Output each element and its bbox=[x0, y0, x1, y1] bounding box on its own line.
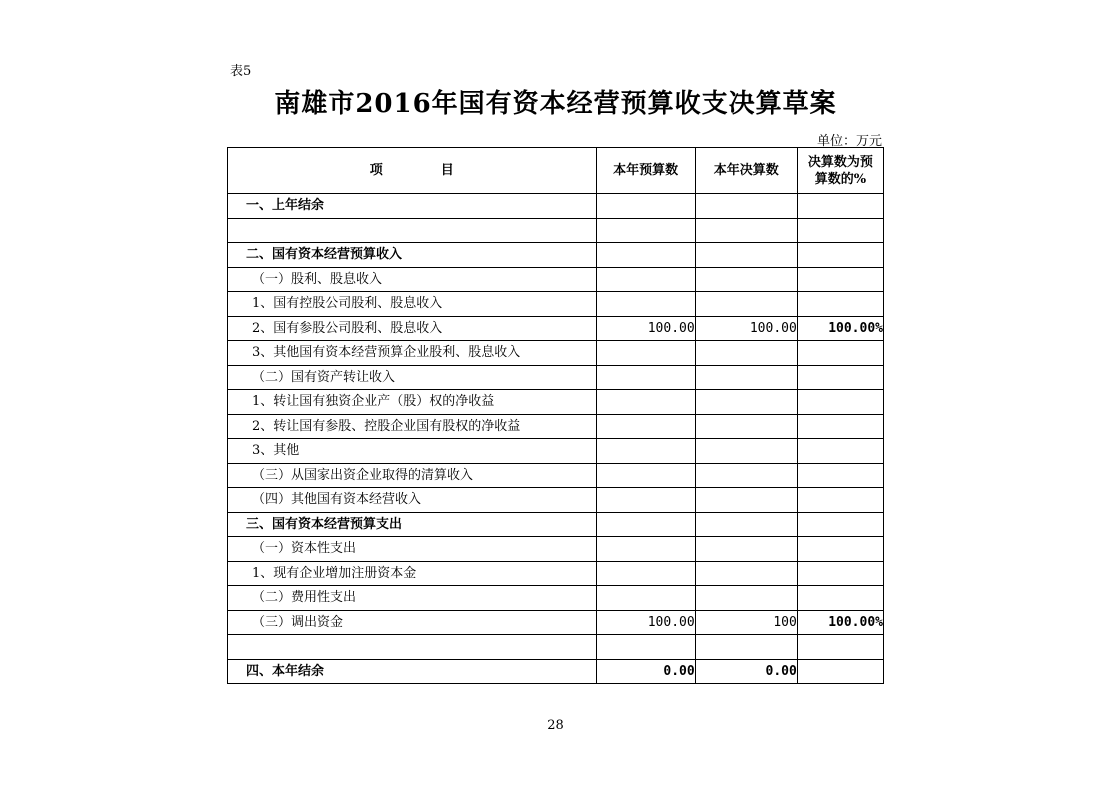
row-budget bbox=[596, 488, 695, 513]
row-budget bbox=[596, 537, 695, 562]
table-row bbox=[228, 292, 884, 317]
row-item: 2、转让国有参股、控股企业国有股权的净收益 bbox=[228, 414, 597, 439]
row-actual bbox=[695, 292, 797, 317]
row-percent bbox=[797, 488, 883, 513]
header-item-char-2: 目 bbox=[440, 163, 454, 178]
header-item-char-1: 项 bbox=[369, 163, 383, 178]
unit-label: 单位：万元 bbox=[816, 134, 882, 149]
row-percent bbox=[797, 414, 883, 439]
row-actual bbox=[695, 512, 797, 537]
row-item: 二、国有资本经营预算收入 bbox=[228, 243, 597, 268]
row-actual bbox=[695, 586, 797, 611]
row-budget bbox=[596, 635, 695, 660]
table-row bbox=[228, 243, 884, 268]
row-percent bbox=[797, 463, 883, 488]
table-row bbox=[228, 218, 884, 243]
row-item: 一、上年结余 bbox=[228, 194, 597, 219]
table-row bbox=[228, 414, 884, 439]
row-item: 1、国有控股公司股利、股息收入 bbox=[228, 292, 597, 317]
row-percent bbox=[797, 586, 883, 611]
row-actual bbox=[695, 561, 797, 586]
row-item: （一）资本性支出 bbox=[228, 537, 597, 562]
row-actual bbox=[695, 414, 797, 439]
row-budget: 0.00 bbox=[596, 659, 695, 684]
header-percent-line2: 算数的% bbox=[814, 171, 867, 187]
row-percent: 100.00% bbox=[797, 610, 883, 635]
table-row bbox=[228, 341, 884, 366]
row-actual: 100 bbox=[695, 610, 797, 635]
row-budget bbox=[596, 439, 695, 464]
table-row bbox=[228, 635, 884, 660]
table-row bbox=[228, 463, 884, 488]
document-title: 南雄市2016年国有资本经营预算收支决算草案 bbox=[274, 89, 837, 119]
row-percent bbox=[797, 243, 883, 268]
header-percent bbox=[797, 148, 883, 194]
row-budget bbox=[596, 218, 695, 243]
row-percent bbox=[797, 292, 883, 317]
header-percent-line1: 决算数为预 bbox=[807, 154, 873, 170]
row-actual bbox=[695, 267, 797, 292]
table-row bbox=[228, 316, 884, 341]
row-budget: 100.00 bbox=[596, 316, 695, 341]
table-row bbox=[228, 537, 884, 562]
page-number: 28 bbox=[547, 718, 564, 733]
row-budget bbox=[596, 512, 695, 537]
row-budget: 100.00 bbox=[596, 610, 695, 635]
row-percent: 100.00% bbox=[797, 316, 883, 341]
row-budget bbox=[596, 267, 695, 292]
row-item: 1、转让国有独资企业产（股）权的净收益 bbox=[228, 390, 597, 415]
row-actual bbox=[695, 341, 797, 366]
row-percent bbox=[797, 365, 883, 390]
row-actual bbox=[695, 463, 797, 488]
table-row bbox=[228, 488, 884, 513]
header-row bbox=[228, 148, 884, 194]
table-row bbox=[228, 586, 884, 611]
row-actual: 100.00 bbox=[695, 316, 797, 341]
header-actual: 本年决算数 bbox=[695, 148, 797, 194]
row-percent bbox=[797, 561, 883, 586]
table-row bbox=[228, 194, 884, 219]
row-actual bbox=[695, 194, 797, 219]
row-actual: 0.00 bbox=[695, 659, 797, 684]
row-percent bbox=[797, 390, 883, 415]
row-percent bbox=[797, 537, 883, 562]
row-item: （一）股利、股息收入 bbox=[228, 267, 597, 292]
row-percent bbox=[797, 512, 883, 537]
row-actual bbox=[695, 635, 797, 660]
budget-table bbox=[227, 147, 884, 684]
row-actual bbox=[695, 365, 797, 390]
row-item: （二）国有资产转让收入 bbox=[228, 365, 597, 390]
row-item: 三、国有资本经营预算支出 bbox=[228, 512, 597, 537]
row-item: （二）费用性支出 bbox=[228, 586, 597, 611]
row-percent bbox=[797, 439, 883, 464]
row-percent bbox=[797, 267, 883, 292]
row-item: 1、现有企业增加注册资本金 bbox=[228, 561, 597, 586]
row-percent bbox=[797, 341, 883, 366]
row-budget bbox=[596, 194, 695, 219]
row-actual bbox=[695, 243, 797, 268]
row-percent bbox=[797, 635, 883, 660]
table-row bbox=[228, 610, 884, 635]
row-actual bbox=[695, 390, 797, 415]
row-budget bbox=[596, 414, 695, 439]
row-actual bbox=[695, 218, 797, 243]
row-item bbox=[228, 635, 597, 660]
table-row bbox=[228, 512, 884, 537]
row-percent bbox=[797, 659, 883, 684]
row-budget bbox=[596, 341, 695, 366]
row-item: 2、国有参股公司股利、股息收入 bbox=[228, 316, 597, 341]
row-budget bbox=[596, 561, 695, 586]
table-row bbox=[228, 659, 884, 684]
row-percent bbox=[797, 218, 883, 243]
table-row bbox=[228, 561, 884, 586]
row-actual bbox=[695, 488, 797, 513]
row-item: （三）从国家出资企业取得的清算收入 bbox=[228, 463, 597, 488]
table-row bbox=[228, 365, 884, 390]
table-row bbox=[228, 390, 884, 415]
row-actual bbox=[695, 537, 797, 562]
row-budget bbox=[596, 390, 695, 415]
row-item: （三）调出资金 bbox=[228, 610, 597, 635]
row-budget bbox=[596, 463, 695, 488]
row-percent bbox=[797, 194, 883, 219]
row-item: （四）其他国有资本经营收入 bbox=[228, 488, 597, 513]
table-row bbox=[228, 267, 884, 292]
header-item bbox=[228, 148, 597, 194]
row-item: 3、其他国有资本经营预算企业股利、股息收入 bbox=[228, 341, 597, 366]
row-item: 四、本年结余 bbox=[228, 659, 597, 684]
row-item: 3、其他 bbox=[228, 439, 597, 464]
row-budget bbox=[596, 243, 695, 268]
table-row bbox=[228, 439, 884, 464]
row-actual bbox=[695, 439, 797, 464]
row-budget bbox=[596, 586, 695, 611]
row-item bbox=[228, 218, 597, 243]
row-budget bbox=[596, 365, 695, 390]
table-number-label: 表5 bbox=[230, 64, 252, 79]
header-budget: 本年预算数 bbox=[596, 148, 695, 194]
row-budget bbox=[596, 292, 695, 317]
